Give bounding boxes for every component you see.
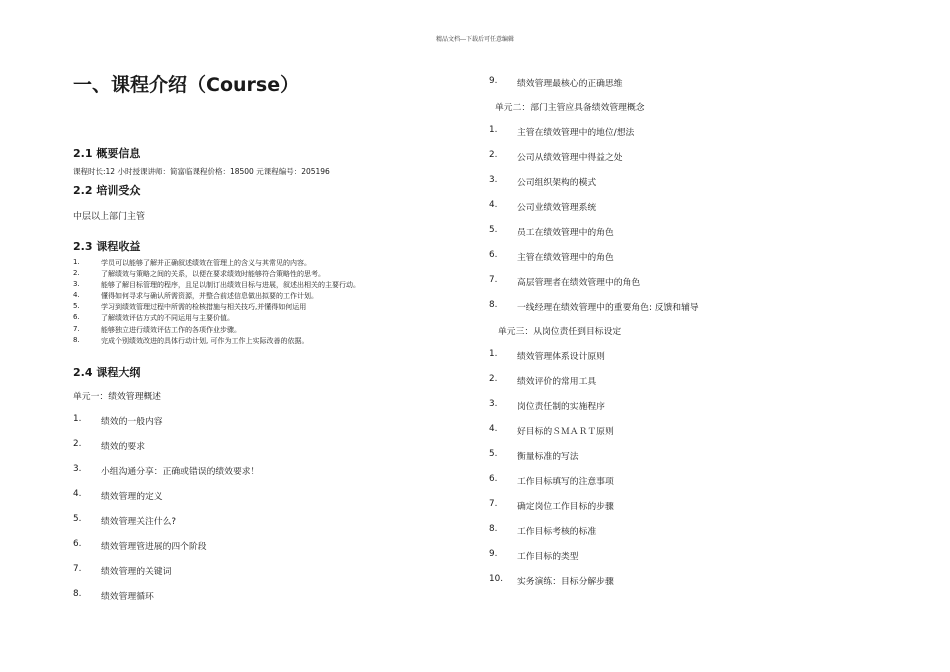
item-number: 6. bbox=[73, 539, 82, 549]
item-text: 岗位责任制的实施程序 bbox=[517, 402, 605, 412]
item-number: 8. bbox=[73, 589, 82, 599]
benefit-number: 7. bbox=[73, 324, 80, 333]
benefit-number: 6. bbox=[73, 313, 80, 322]
item-text: 工作目标填写的注意事项 bbox=[517, 477, 614, 487]
item-text: 绩效管理关注什么? bbox=[101, 517, 177, 527]
item-text: 绩效评价的常用工具 bbox=[517, 377, 597, 387]
item-text: 高层管理者在绩效管理中的角色 bbox=[517, 278, 641, 288]
benefit-text: 完成个别绩效改进的具体行动计划, 可作为工作上实际改善的依据。 bbox=[101, 336, 309, 345]
item-number: 4. bbox=[489, 200, 498, 210]
item-number: 4. bbox=[73, 489, 82, 499]
benefit-number: 8. bbox=[73, 335, 80, 344]
item-number: 1. bbox=[489, 125, 498, 135]
benefit-text: 学习到绩效管理过程中所需的检核措施与相关技巧,并懂得如何运用 bbox=[101, 303, 307, 312]
overview-info: 课程时长:12 小时授课讲师：简富临课程价格：18500 元课程编号：205196 bbox=[73, 167, 330, 176]
benefit-number: 3. bbox=[73, 280, 80, 289]
item-number: 5. bbox=[489, 225, 498, 235]
item-number: 8. bbox=[489, 300, 498, 310]
item-number: 5. bbox=[489, 449, 498, 459]
item-number: 7. bbox=[489, 499, 498, 509]
item-text: 员工在绩效管理中的角色 bbox=[517, 228, 614, 238]
item-text: 绩效管理体系设计原则 bbox=[517, 352, 605, 362]
item-number: 5. bbox=[73, 514, 82, 524]
overview-heading: 2.1 概要信息 bbox=[73, 147, 141, 160]
item-text: 主管在绩效管理中的角色 bbox=[517, 253, 614, 263]
item-text: 衡量标准的写法 bbox=[517, 452, 579, 462]
item-number: 7. bbox=[489, 275, 498, 285]
item-number: 3. bbox=[489, 399, 498, 409]
benefit-text: 了解绩效与策略之间的关系，以便在要求绩效时能够符合策略性的思考。 bbox=[101, 270, 325, 279]
unit1-heading: 单元一：绩效管理概述 bbox=[73, 392, 161, 402]
item-text: 公司业绩效管理系统 bbox=[517, 203, 597, 213]
item-text: 一线经理在绩效管理中的重要角色: 反馈和辅导 bbox=[517, 303, 699, 313]
item-text: 绩效管理最核心的正确思维 bbox=[517, 79, 623, 89]
benefit-number: 1. bbox=[73, 258, 80, 266]
benefit-text: 懂得如何寻求与确认所需资源，并整合前述信息做出拟要的工作计划。 bbox=[101, 292, 318, 301]
page-title: 一、课程介绍（Course） bbox=[73, 74, 300, 96]
item-number: 4. bbox=[489, 424, 498, 434]
benefit-number: 4. bbox=[73, 291, 80, 300]
outline-heading: 2.4 课程大纲 bbox=[73, 366, 141, 379]
benefit-number: 2. bbox=[73, 269, 80, 278]
benefit-text: 能够独立进行绩效评估工作的各项作业步骤。 bbox=[101, 325, 241, 334]
item-text: 主管在绩效管理中的地位/想法 bbox=[517, 128, 635, 138]
item-text: 好目标的ＳＭＡＲＴ原则 bbox=[517, 427, 614, 437]
item-text: 绩效管理的关键词 bbox=[101, 567, 172, 577]
item-text: 公司从绩效管理中得益之处 bbox=[517, 153, 623, 163]
benefit-number: 5. bbox=[73, 302, 80, 311]
item-number: 2. bbox=[489, 374, 498, 384]
item-text: 绩效管理循环 bbox=[101, 592, 154, 602]
item-number: 6. bbox=[489, 250, 498, 260]
item-text: 小组沟通分享：正确或错误的绩效要求！ bbox=[101, 467, 260, 477]
item-number: 3. bbox=[73, 464, 82, 474]
item-number: 3. bbox=[489, 175, 498, 185]
item-text: 公司组织架构的模式 bbox=[517, 178, 597, 188]
item-number: 8. bbox=[489, 524, 498, 534]
item-text: 绩效管理的定义 bbox=[101, 492, 163, 502]
item-text: 确定岗位工作目标的步骤 bbox=[517, 502, 614, 512]
item-number: 2. bbox=[73, 439, 82, 449]
item-number: 1. bbox=[489, 349, 498, 359]
benefit-text: 学员可以能够了解并正确叙述绩效在管理上的含义与其常见的内容。 bbox=[101, 259, 311, 267]
item-number: 2. bbox=[489, 150, 498, 160]
audience-text: 中层以上部门主管 bbox=[73, 212, 146, 222]
benefits-heading: 2.3 课程收益 bbox=[73, 240, 141, 253]
page-header-note: 精品文档---下载后可任意编辑 bbox=[435, 36, 515, 43]
item-number: 9. bbox=[489, 76, 498, 86]
benefit-text: 了解绩效评估方式的不同运用与主要价值。 bbox=[101, 314, 234, 323]
item-text: 绩效的一般内容 bbox=[101, 417, 163, 427]
audience-heading: 2.2 培训受众 bbox=[73, 184, 141, 197]
item-number: 10. bbox=[489, 574, 503, 584]
item-text: 绩效管理管进展的四个阶段 bbox=[101, 542, 207, 552]
item-text: 工作目标的类型 bbox=[517, 552, 579, 562]
item-number: 6. bbox=[489, 474, 498, 484]
item-number: 7. bbox=[73, 564, 82, 574]
item-text: 实务演练：目标分解步骤 bbox=[517, 577, 614, 587]
unit2-heading: 单元二：部门主管应具备绩效管理概念 bbox=[495, 103, 645, 113]
item-text: 绩效的要求 bbox=[101, 442, 145, 452]
unit3-heading: 单元三：从岗位责任到目标设定 bbox=[498, 327, 622, 337]
item-number: 9. bbox=[489, 549, 498, 559]
item-number: 1. bbox=[73, 414, 82, 424]
benefit-text: 能够了解目标管理的程序，且足以制订出绩效目标与进展，叙述出相关的主要行动。 bbox=[101, 281, 360, 290]
item-text: 工作目标考核的标准 bbox=[517, 527, 597, 537]
